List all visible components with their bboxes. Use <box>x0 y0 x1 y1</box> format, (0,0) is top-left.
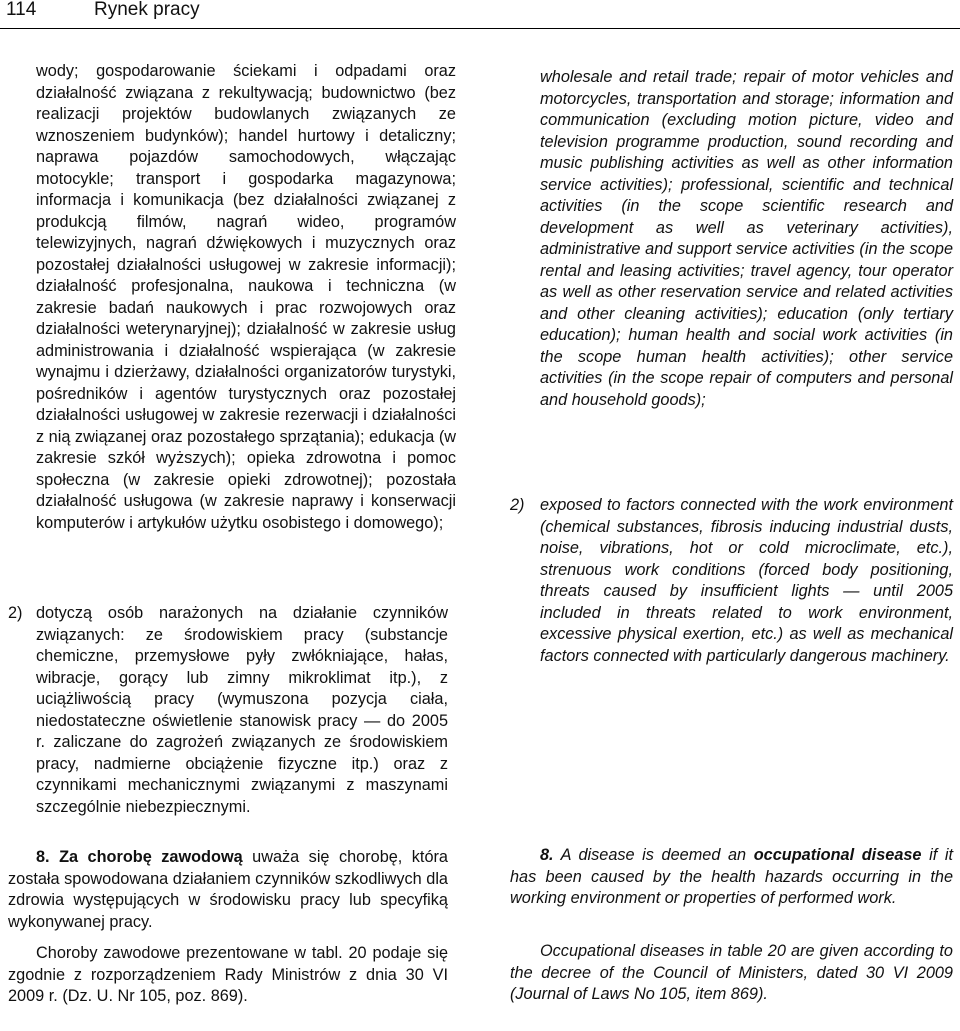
list-continuation-en: wholesale and retail trade; repair of motor vehicles and motorcycles, transportation and storage; information and communication (excluding motion picture, video and television programme production, sound recording and music publishing activities as well as other information service activities); professional, scientific and technical activities (in the scope scientific research and development as well as veterinary activities), administrative and support service activities (in the scope rental and leasing activities; travel agency, tour operator as well as other reservation service and related activities and other cleaning activities); education (only tertiary education); human health and social work activities (in the scope human health activities); other service activities (in the scope repair of computers and personal and household goods); <box>540 68 953 409</box>
paragraph-text: if it has been caused by the health hazards occurring in the working environment or properties of performed work. <box>510 846 953 907</box>
list-item-text: exposed to factors connected with the work environment (chemical substances, fibrosis inducing industrial dusts, noise, vibrations, hot or cold microclimate, etc.), strenuous work conditions (forced body positioning, threats caused by insufficient lights — until 2005 included in threats related to work environment, excessive physical exertion, etc.) as well as mechanical factors connected with particularly dangerous machinery. <box>540 496 953 665</box>
paragraph-8-en <box>510 845 953 910</box>
page-number: 114 <box>6 0 37 20</box>
list-item-text: dotyczą osób narażonych na działanie czynników związanych: ze środowiskiem pracy (substancje chemiczne, przemysłowe pyły zwłókniające, hałas, wibracje, gorący lub zimny mikroklimat itp.), z uciążliwością pracy (wymuszona pozycja ciała, niedostateczne oświetlenie stanowisk pracy — do 2005 r. zaliczane do zagrożeń związanych ze środowiskiem pracy, nadmierne obciążenie fizyczne itp.) oraz z czynnikami mechanicznymi związanymi z maszynami szczególnie niebezpiecznymi. <box>36 604 448 816</box>
running-title: Rynek pracy <box>94 0 200 20</box>
paragraph-tables-pl: Choroby zawodowe prezentowane w tabl. 20 podaje się zgodnie z rozporządzeniem Rady Ministrów z dnia 30 VI 2009 r. (Dz. U. Nr 105, poz. 869). <box>8 944 448 1005</box>
paragraph-number: 8. <box>540 846 554 864</box>
defined-term: occupational disease <box>753 846 922 864</box>
defined-term: Za chorobę zawodową <box>59 848 243 866</box>
paragraph-lead: A disease is deemed an <box>553 846 754 864</box>
page-header <box>0 0 960 29</box>
paragraph-number: 8. <box>36 848 50 866</box>
list-item-2-en <box>510 495 953 667</box>
list-continuation-pl: wody; gospodarowanie ściekami i odpadami oraz działalność związana z rekultywacją; budownictwo (bez realizacji projektów budowlanych związanych ze wznoszeniem budynków); handel hurtowy i detaliczny; naprawa pojazdów samochodowych, włączając motocykle; transport i gospodarka magazynowa; informacja i komunikacja (bez działalności związanej z produkcją filmów, nagrań wideo, programów telewizyjnych, nagrań dźwiękowych i muzycznych oraz pozostałej działalności usługowej w zakresie informacji); działalność profesjonalna, naukowa i techniczna (w zakresie badań naukowych i prac rozwojowych oraz działalności weterynaryjnej); działalność w zakresie usług administrowania i działalność wspierająca (w zakresie wynajmu i dzierżawy, działalności organizatorów turystyki, pośredników i agentów turystycznych oraz pozostałej działalności usługowej w zakresie rezerwacji i działalności z nią związanej oraz pozostałego sprzątania); edukacja (w zakresie szkół wyższych); opieka zdrowotna i pomoc społeczna (w zakresie opieki zdrowotnej); pozostała działalność usługowa (w zakresie naprawy i konserwacji komputerów i artykułów użytku osobistego i domowego); <box>36 62 456 532</box>
list-item-2-pl <box>8 603 448 818</box>
paragraph-text: uważa się chorobę, która została spowodowana działaniem czynników szkodliwych dla zdrowia występujących w środowisku pracy lub specyfiką wykonywanej pracy. <box>8 848 448 931</box>
paragraph-tables-en: Occupational diseases in table 20 are given according to the decree of the Council of Ministers, dated 30 VI 2009 (Journal of Laws No 105, item 869). <box>510 942 953 1003</box>
paragraph-8-pl <box>8 847 448 933</box>
list-number: 2) <box>8 604 23 622</box>
list-number: 2) <box>510 496 525 514</box>
